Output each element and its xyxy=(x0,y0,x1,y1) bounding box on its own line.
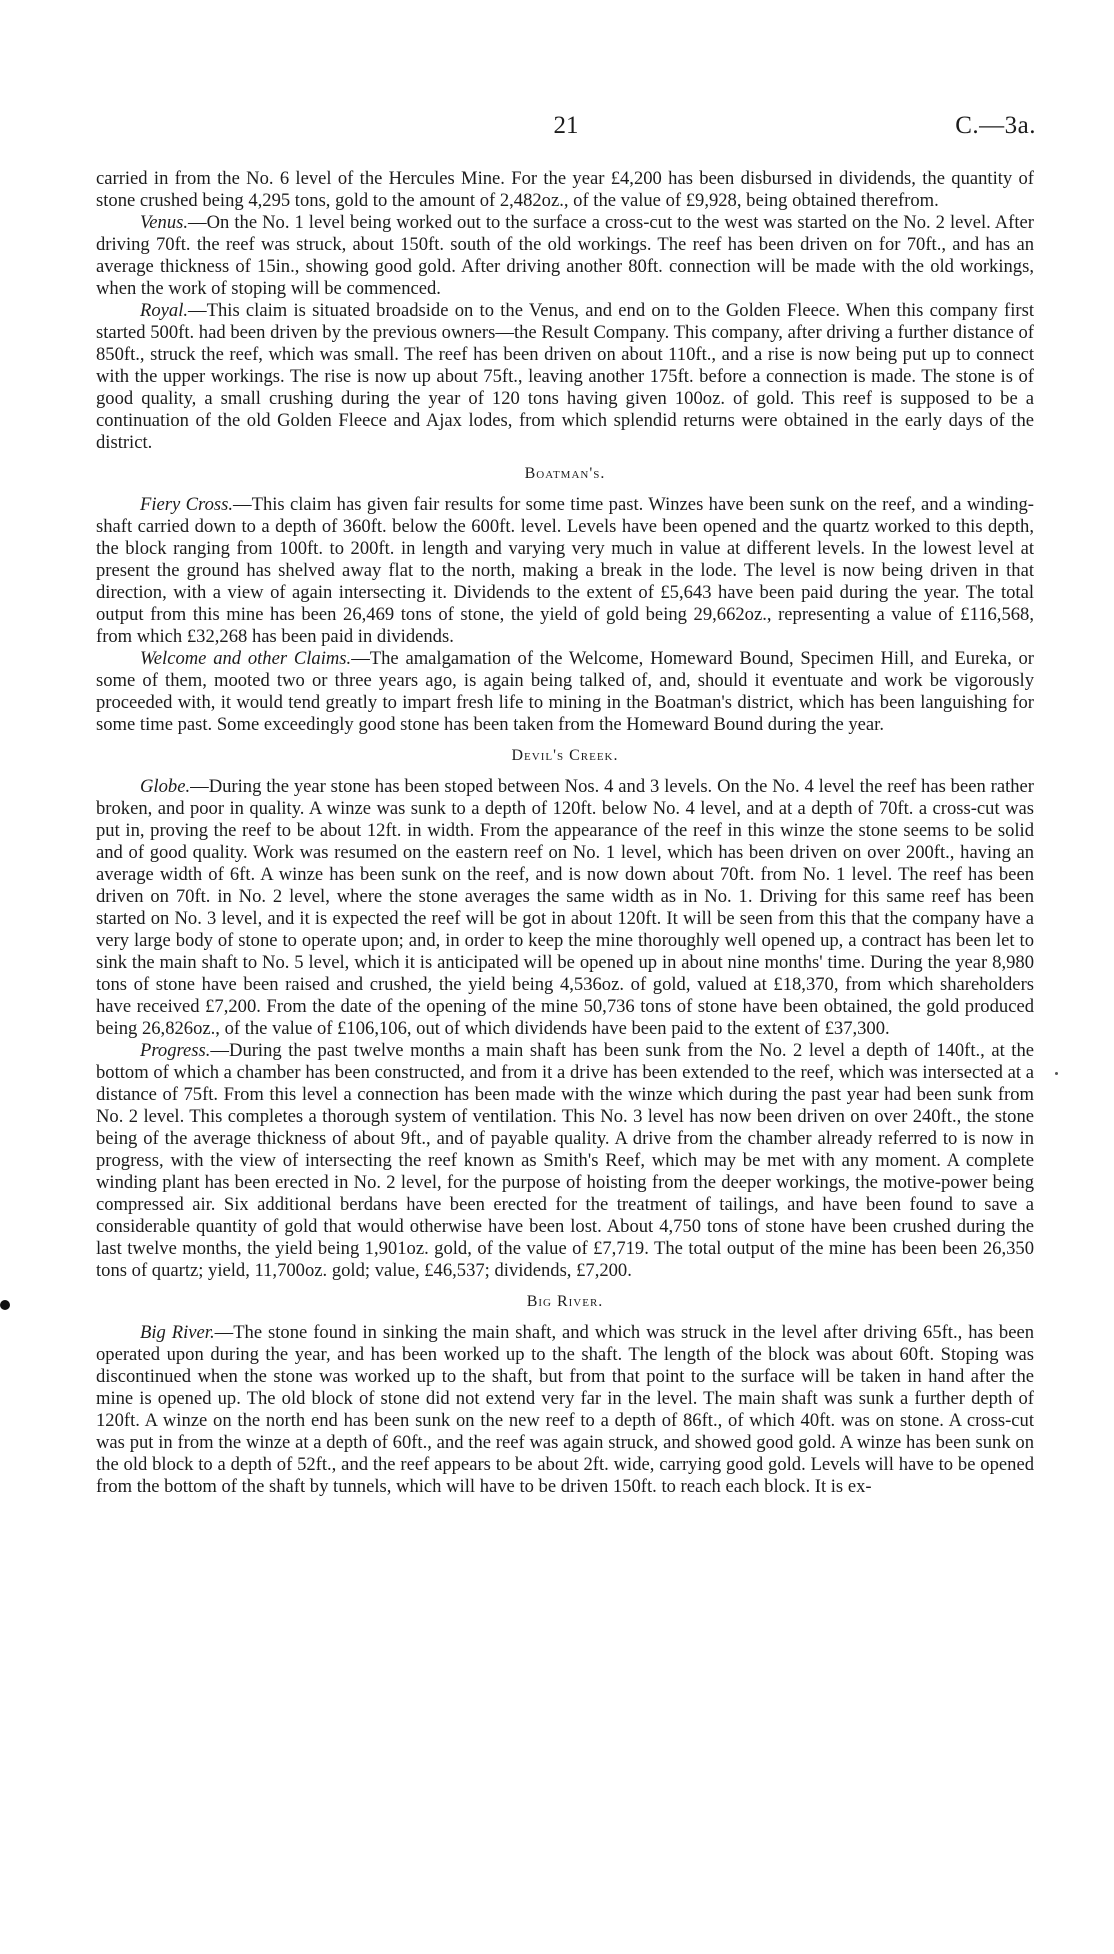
margin-speck xyxy=(1055,1072,1058,1075)
page-number: 21 xyxy=(553,112,579,139)
claim-title-progress: Progress. xyxy=(140,1040,211,1061)
section-heading-devils-creek: Devil's Creek. xyxy=(511,747,619,764)
document-reference: C.—3a. xyxy=(955,112,1036,139)
paragraph-big-river xyxy=(96,1322,1034,1498)
claim-title-globe: Globe. xyxy=(140,776,191,797)
claim-title-venus: Venus. xyxy=(140,212,189,233)
paragraph-fiery-cross-text: —This claim has given fair results for some time past. Winzes have been sunk on the reef, and a winding-shaft carried down to a depth of 360ft. below the 600ft. level. Levels have been opened and the quartz worked to this depth, the block ranging from 100ft. to 200ft. in length and varying very much in value at different levels. In the lowest level at present the ground has shelved away flat to the north, making a break in the lode. The level is now being driven in that direction, with a view of again intersecting it. Dividends to the extent of £5,643 have been paid during the year. The total output from this mine has been 26,469 tons of stone, the yield of gold being 29,662oz., representing a value of £116,568, from which £32,268 has been paid in dividends. xyxy=(96,494,1035,647)
paragraph-progress-text: —During the past twelve months a main shaft has been sunk from the No. 2 level a depth of 140ft., at the bottom of which a chamber has been constructed, and from it a drive has been extended to the reef, which was intersected at a distance of 75ft. From this level a connection has been made with the winze which during the past year had been sunk from No. 2 level. This completes a thorough system of ventilation. This No. 3 level has now been driven on over 240ft., the stone being of the average thickness of about 9ft., and of payable quality. A drive from the chamber already referred to is now in progress, with the view of intersecting the reef known as Smith's Reef, which may be met with any moment. A complete winding plant has been erected in No. 2 level, for the purpose of hoisting from the deeper workings, the motive-power being compressed air. Six additional berdans have been erected for the treatment of tailings, and have been found to save a considerable quantity of gold that would otherwise have been lost. About 4,750 tons of stone have been crushed during the last twelve months, the yield being 1,901oz. gold, of the value of £7,719. The total output of the mine has been been 26,350 tons of quartz; yield, 11,700oz. gold; value, £46,537; dividends, £7,200. xyxy=(96,1040,1034,1281)
claim-title-welcome: Welcome and other Claims. xyxy=(140,648,352,669)
document-body xyxy=(96,168,1034,1498)
paragraph-intro: carried in from the No. 6 level of the Hercules Mine. For the year £4,200 has been disbursed in dividends, the quantity of stone crushed being 4,295 tons, gold to the amount of 2,482oz., of the value of £9,928, being obtained therefrom. xyxy=(96,168,1034,211)
claim-title-royal: Royal. xyxy=(140,300,189,321)
section-heading-big-river: Big River. xyxy=(526,1293,604,1310)
paragraph-globe xyxy=(96,776,1034,1040)
paragraph-royal-text: —This claim is situated broadside on to the Venus, and end on to the Golden Fleece. When this company first started 500ft. had been driven by the previous owners—the Result Company. This company, after driving a further distance of 850ft., struck the reef, which was small. The reef has been driven on about 110ft., and a rise is now being put up to connect with the upper workings. The rise is now up about 75ft., leaving another 175ft. before a connection is made. The stone is of good quality, a small crushing during the year of 120 tons having given 100oz. of gold. This reef is supposed to be a continuation of the old Golden Fleece and Ajax lodes, from which splendid returns were obtained in the early days of the district. xyxy=(96,300,1034,453)
claim-title-big-river: Big River. xyxy=(140,1322,215,1343)
claim-title-fiery-cross: Fiery Cross. xyxy=(140,494,233,515)
section-heading-boatmans: Boatman's. xyxy=(524,465,606,482)
paragraph-big-river-text: —The stone found in sinking the main shaft, and which was struck in the level after driving 65ft., has been operated upon during the year, and has been worked up to the shaft. The length of the block was about 60ft. Stoping was discontinued when the stone was worked up to the shaft, but from that point to the surface will be taken in hand after the mine is opened up. The old block of stone did not extend very far in the level. The main shaft was sunk a further depth of 120ft. A winze on the north end has been sunk on the new reef to a depth of 86ft., of which 40ft. was on stone. A cross-cut was put in from the winze at a depth of 60ft., and the reef was again struck, and showed good gold. A winze has been sunk on the old block to a depth of 52ft., and the reef appears to be about 2ft. wide, carrying good gold. Levels will have to be opened from the bottom of the shaft by tunnels, which will have to be driven 150ft. to reach each block. It is ex- xyxy=(96,1322,1034,1497)
paragraph-royal xyxy=(96,300,1034,454)
paragraph-venus xyxy=(96,212,1034,300)
paragraph-globe-text: —During the year stone has been stoped between Nos. 4 and 3 levels. On the No. 4 level the reef has been rather broken, and poor in quality. A winze was sunk to a depth of 120ft. below No. 4 level, and at a depth of 70ft. a cross-cut was put in, proving the reef to be about 12ft. in width. From the appearance of the reef in this winze the stone seems to be solid and of good quality. Work was resumed on the eastern reef on No. 1 level, which has been driven on over 200ft., having an average width of 6ft. A winze has been sunk on the reef, and is now down about 70ft. from No. 1 level. The reef has been driven on 70ft. in No. 2 level, where the stone averages the same width as in No. 1. Driving for this same reef has been started on No. 3 level, and it is expected the reef will be got in about 120ft. It will be seen from this that the company have a very large body of stone to operate upon; and, in order to keep the mine thoroughly well opened up, a contract has been let to sink the main shaft to No. 5 level, which it is anticipated will be opened up in about nine months' time. During the year 8,980 tons of stone have been raised and crushed, the yield being 4,536oz. of gold, valued at £18,370, from which shareholders have received £7,200. From the date of the opening of the mine 50,736 tons of stone have been obtained, the gold produced being 26,826oz., of the value of £106,106, out of which dividends have been paid to the extent of £37,300. xyxy=(96,776,1034,1039)
paragraph-welcome xyxy=(96,648,1034,736)
paragraph-welcome-text: —The amalgamation of the Welcome, Homeward Bound, Specimen Hill, and Eureka, or some of them, mooted two or three years ago, is again being talked of, and, should it eventuate and work be vigorously proceeded with, it would tend greatly to impart fresh life to mining in the Boatman's district, which has been languishing for some time past. Some exceedingly good stone has been taken from the Homeward Bound during the year. xyxy=(96,648,1034,735)
paragraph-fiery-cross xyxy=(96,494,1034,648)
page-header xyxy=(96,112,1036,152)
paragraph-venus-text: —On the No. 1 level being worked out to the surface a cross-cut to the west was started on the No. 2 level. After driving 70ft. the reef was struck, about 150ft. south of the old workings. The reef has been driven on for 70ft., and has an average thickness of 15in., showing good gold. After driving another 80ft. connection will be made with the old workings, when the work of stoping will be commenced. xyxy=(96,212,1034,299)
margin-ink-dot xyxy=(0,1300,10,1310)
paragraph-progress xyxy=(96,1040,1034,1282)
